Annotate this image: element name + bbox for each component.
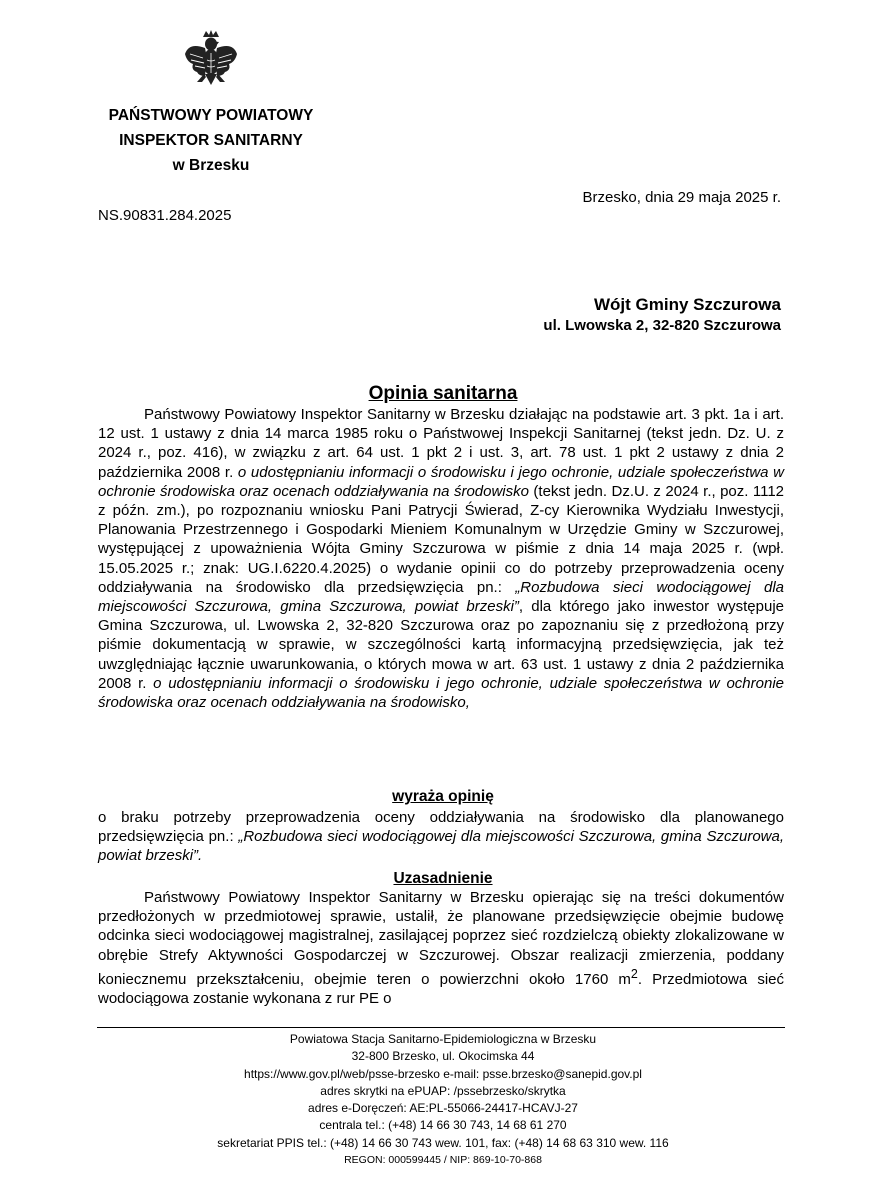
intro-paragraph bbox=[98, 405, 784, 712]
document-date: Brzesko, dnia 29 maja 2025 r. bbox=[582, 189, 781, 206]
issuer-line-3: w Brzesku bbox=[172, 157, 250, 174]
opinion-heading: wyraża opinię bbox=[392, 788, 494, 805]
footer-line-4: adres skrytki na ePUAP: /pssebrzesko/skrytka bbox=[320, 1083, 566, 1098]
document-title: Opinia sanitarna bbox=[368, 383, 518, 404]
footer-line-3: https://www.gov.pl/web/psse-brzesko e-mail: psse.brzesko@sanepid.gov.pl bbox=[244, 1066, 642, 1081]
opinion-text: o braku potrzeby przeprowadzenia oceny oddziaływania na środowisko dla planowanego przedsięwzięcia pn.: bbox=[98, 809, 784, 846]
footer-divider bbox=[97, 1027, 785, 1028]
intro-project-name: „Rozbudowa sieci wodociągowej dla miejscowości Szczurowa, gmina Szczurowa, powiat brzeski” bbox=[98, 578, 784, 616]
opinion-paragraph bbox=[98, 808, 784, 866]
reference-number: NS.90831.284.2025 bbox=[98, 207, 232, 224]
recipient-address: ul. Lwowska 2, 32-820 Szczurowa bbox=[543, 317, 781, 334]
footer-line-1: Powiatowa Stacja Sanitarno-Epidemiologiczna w Brzesku bbox=[289, 1032, 597, 1046]
recipient-name: Wójt Gminy Szczurowa bbox=[593, 295, 781, 314]
justification-heading: Uzasadnienie bbox=[393, 870, 493, 887]
footer-line-8: REGON: 000599445 / NIP: 869-10-70-868 bbox=[344, 1154, 542, 1167]
issuer-line-1: PAŃSTWOWY POWIATOWY bbox=[108, 107, 314, 124]
area-unit-superscript: 2 bbox=[630, 966, 638, 981]
footer-line-7: sekretariat PPIS tel.: (+48) 14 66 30 743 wew. 101, fax: (+48) 14 68 63 310 wew. 116 bbox=[217, 1135, 669, 1150]
intro-act-title-2: o udostępnianiu informacji o środowisku i jego ochronie, udziale społeczeństwa w ochronie środowiska oraz ocenach oddziaływania na środowisko, bbox=[98, 674, 784, 712]
recipient-block bbox=[543, 294, 781, 336]
issuer-block bbox=[70, 103, 352, 178]
intro-text-3: , dla którego jako inwestor występuje Gmina Szczurowa, ul. Lwowska 2, 32-820 Szczurowa oraz po zapoznaniu się z przedłożoną przy piśmie dokumentacją w sprawie, w szczególności kartą informacyjną przedsięwzięcia, jak też uwzględniając łącznie uwarunkowania, o których mowa w art. 63 ust. 1 ustawy z dnia 2 października 2008 r. bbox=[98, 598, 784, 692]
intro-act-title-1: o udostępnianiu informacji o środowisku i jego ochronie, udziale społeczeństwa w ochronie środowiska oraz ocenach oddziaływania na środowisko bbox=[98, 463, 784, 500]
issuer-line-2: INSPEKTOR SANITARNY bbox=[119, 132, 303, 149]
footer-line-6: centrala tel.: (+48) 14 66 30 743, 14 68 61 270 bbox=[319, 1118, 567, 1133]
justification-text-1: Państwowy Powiatowy Inspektor Sanitarny w Brzesku opierając się na treści dokumentów przedłożonych w przedmiotowej sprawie, ustalił, że planowane przedsięwzięcie obejmie budowę odcinka sieci wodociągowej magistralnej, zasilającej poprzez sieć rozdzielczą obiekty zlokalizowane w obrębie Strefy Aktywności Gospodarczej w Szczurowej. Obszar realizacji zmierzenia, poddany koniecznemu przekształceniu, obejmie teren o powierzchni około 1760 m bbox=[98, 889, 784, 988]
intro-text-2: (tekst jedn. Dz.U. z 2024 r., poz. 1112 z późn. zm.), po rozpoznaniu wniosku Pani Patrycji Świerad, Z-cy Kierownika Wydziału Inwestycji, Planowania Przestrzennego i Gospodarki Mieniem Komunalnym w Urzędzie Gminy w Szczurowej, występującej z upoważnienia Wójta Gminy Szczurowa w piśmie z dnia 14 maja 2025 r. (wpł. 15.05.2025 r.; znak: UG.I.6220.4.2025) o wydanie opinii co do potrzeby przeprowadzenia oceny oddziaływania na środowisko dla przedsięwzięcia pn.: bbox=[98, 482, 785, 596]
justification-text-2: . Przedmiotowa sieć wodociągowa zostanie wykonana z rur PE o bbox=[98, 970, 785, 1008]
footer-line-2: 32-800 Brzesko, ul. Okocimska 44 bbox=[351, 1049, 535, 1064]
footer bbox=[0, 1031, 886, 1169]
polish-eagle-emblem-icon bbox=[183, 28, 239, 86]
intro-text-1: Państwowy Powiatowy Inspektor Sanitarny w Brzesku działając na podstawie art. 3 pkt. 1a i art. 12 ust. 1 ustawy z dnia 14 marca 1985 roku o Państwowej Inspekcji Sanitarnej (tekst jedn. Dz. U. z 2024 r., poz. 416), w związku z art. 64 ust. 1 pkt 2 i ust. 3, art. 78 ust. 1 pkt 2 ustawy z dnia 2 października 2008 r. bbox=[98, 406, 784, 481]
footer-line-5: adres e-Doręczeń: AE:PL-55066-24417-HCAVJ-27 bbox=[308, 1101, 578, 1116]
justification-paragraph bbox=[98, 888, 784, 1008]
opinion-project-name: „Rozbudowa sieci wodociągowej dla miejscowości Szczurowa, gmina Szczurowa, powiat brzeski”. bbox=[98, 828, 785, 865]
